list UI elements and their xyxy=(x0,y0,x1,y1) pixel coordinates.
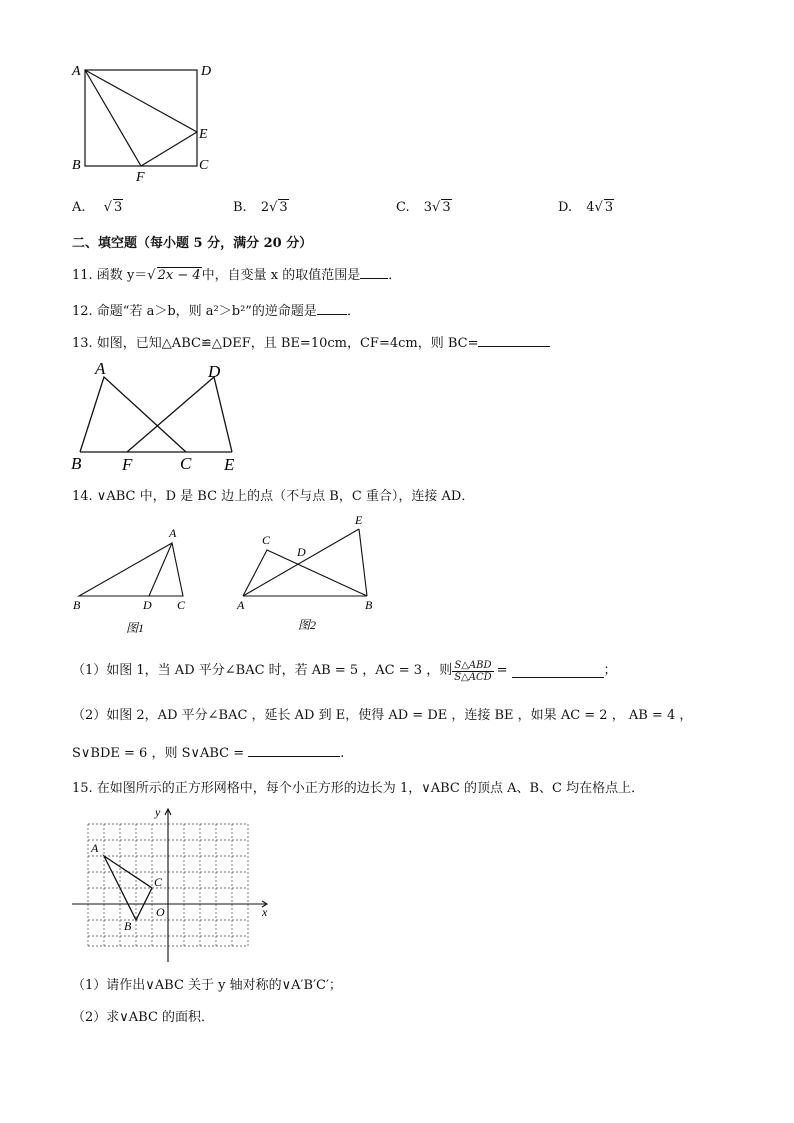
square-label-e: E xyxy=(199,127,208,142)
option-coef: 2 xyxy=(260,200,270,215)
question-15-part-1: （1）请作出∨ABC 关于 y 轴对称的∨A′B′C′； xyxy=(72,978,342,993)
fig14-2-label-b: B xyxy=(365,598,373,612)
q14-2-text: S∨BDE = 6 ，则 S∨ABC = xyxy=(72,746,245,761)
question-14-part-2-line-1: （2）如图 2，AD 平分∠BAC ，延长 AD 到 E，使得 AD = DE ，连接 BE ，如果 AC = 2 ， AB = 4 ， xyxy=(72,708,693,723)
option-letter: C. xyxy=(396,200,410,215)
option-c[interactable]: C. 3√ 3 xyxy=(396,200,451,215)
fig15-label-x: x xyxy=(262,905,268,919)
question-12 xyxy=(72,301,360,320)
fig14-1-label-c: C xyxy=(177,598,186,612)
question-14-part-2-line-2 xyxy=(72,743,344,762)
fig15-label-b: B xyxy=(124,919,132,933)
area-ratio-fraction xyxy=(452,660,493,683)
q11-end: ． xyxy=(388,268,402,283)
fig15-label-o: O xyxy=(156,905,165,919)
option-radicand: 3 xyxy=(113,200,123,215)
q12-text: 12. 命题“若 a＞b，则 a²＞b²”的逆命题是 xyxy=(72,304,317,319)
figure-14-2 xyxy=(230,510,390,638)
square-label-b: B xyxy=(72,158,81,173)
option-d[interactable]: D. 4√ 3 xyxy=(558,200,614,215)
option-coef: 4 xyxy=(586,200,595,215)
option-letter: D. xyxy=(558,200,573,215)
q14-1-end: ； xyxy=(603,663,617,678)
fig14-2-label-a: A xyxy=(237,598,245,612)
option-b[interactable]: B. 2√ 3 xyxy=(233,200,288,215)
question-11: 11. 函数 y＝√ 2x − 4中，自变量 x 的取值范围是 ． xyxy=(72,265,401,284)
q14-1-text: （1）如图 1，当 AD 平分∠BAC 时，若 AB = 5 ，AC = 3 ，则 xyxy=(72,663,453,678)
figure-14-1 xyxy=(66,520,206,640)
fig13-label-d: D xyxy=(208,362,221,381)
fig14-1-caption: 图1 xyxy=(126,621,145,635)
q11-answer-blank[interactable] xyxy=(360,265,388,279)
question-13 xyxy=(72,333,550,352)
congruent-triangles-figure xyxy=(66,360,256,476)
square-label-f: F xyxy=(136,170,145,184)
fig14-1-label-d: D xyxy=(143,598,152,612)
square-label-d: D xyxy=(201,64,212,79)
q14-text: 14. ∨ABC 中，D 是 BC 边上的点（不与点 B，C 重合），连接 AD． xyxy=(72,489,475,504)
q14-1-equals: = xyxy=(496,663,508,678)
fig14-2-caption: 图2 xyxy=(298,618,317,632)
q11-text: 中，自变量 x 的取值范围是 xyxy=(201,268,361,283)
fraction-denominator: S△ACD xyxy=(454,671,492,683)
q14-1-answer-blank[interactable] xyxy=(512,664,604,678)
question-14-part-1 xyxy=(72,652,617,690)
fig13-label-a: A xyxy=(95,360,106,378)
fig14-2-label-e: E xyxy=(355,513,363,527)
option-radicand: 3 xyxy=(604,200,614,215)
option-letter: B. xyxy=(233,200,247,215)
fig14-2-label-d: D xyxy=(297,545,306,559)
fig13-label-c: C xyxy=(180,454,192,473)
fig13-label-f: F xyxy=(122,455,133,474)
option-radicand: 3 xyxy=(442,200,451,215)
fig13-label-b: B xyxy=(71,454,82,473)
fig13-label-e: E xyxy=(224,455,235,474)
option-radicand: 3 xyxy=(279,200,288,215)
square-label-a: A xyxy=(72,64,81,79)
q14-2-end: . xyxy=(340,746,345,761)
fig14-1-label-b: B xyxy=(73,598,81,612)
square-label-c: C xyxy=(199,158,209,173)
question-14 xyxy=(72,489,474,505)
fig14-1-label-a: A xyxy=(169,526,177,540)
fig15-label-a: A xyxy=(91,841,99,855)
q14-2-answer-blank[interactable] xyxy=(248,743,340,757)
section-title: 二、填空题（每小题 5 分，满分 20 分） xyxy=(72,236,313,251)
question-15: 15. 在如图所示的正方形网格中，每个小正方形的边长为 1，∨ABC 的顶点 A、B、C 均在格点上． xyxy=(72,781,645,796)
q13-answer-blank[interactable] xyxy=(478,333,550,347)
fraction-numerator: S△ABD xyxy=(452,660,493,672)
option-a[interactable]: A. √ 3 xyxy=(72,200,123,215)
q12-answer-blank[interactable] xyxy=(317,301,347,315)
q11-radicand: 2x − 4 xyxy=(157,268,201,283)
q11-prefix: 11. 函数 y＝ xyxy=(72,268,148,283)
q13-text: 13. 如图，已知△ABC≌△DEF，且 BE=10cm，CF=4cm，则 BC= xyxy=(72,336,479,351)
q12-end: ． xyxy=(346,304,360,319)
square-figure xyxy=(66,60,226,184)
option-letter: A. xyxy=(72,200,86,215)
fig14-2-label-c: C xyxy=(262,533,271,547)
option-coef: 3 xyxy=(423,200,433,215)
fig15-label-y: y xyxy=(155,805,161,819)
coordinate-grid-figure xyxy=(66,800,286,970)
question-15-part-2: （2）求∨ABC 的面积． xyxy=(72,1010,215,1025)
fig15-label-c: C xyxy=(154,875,163,889)
